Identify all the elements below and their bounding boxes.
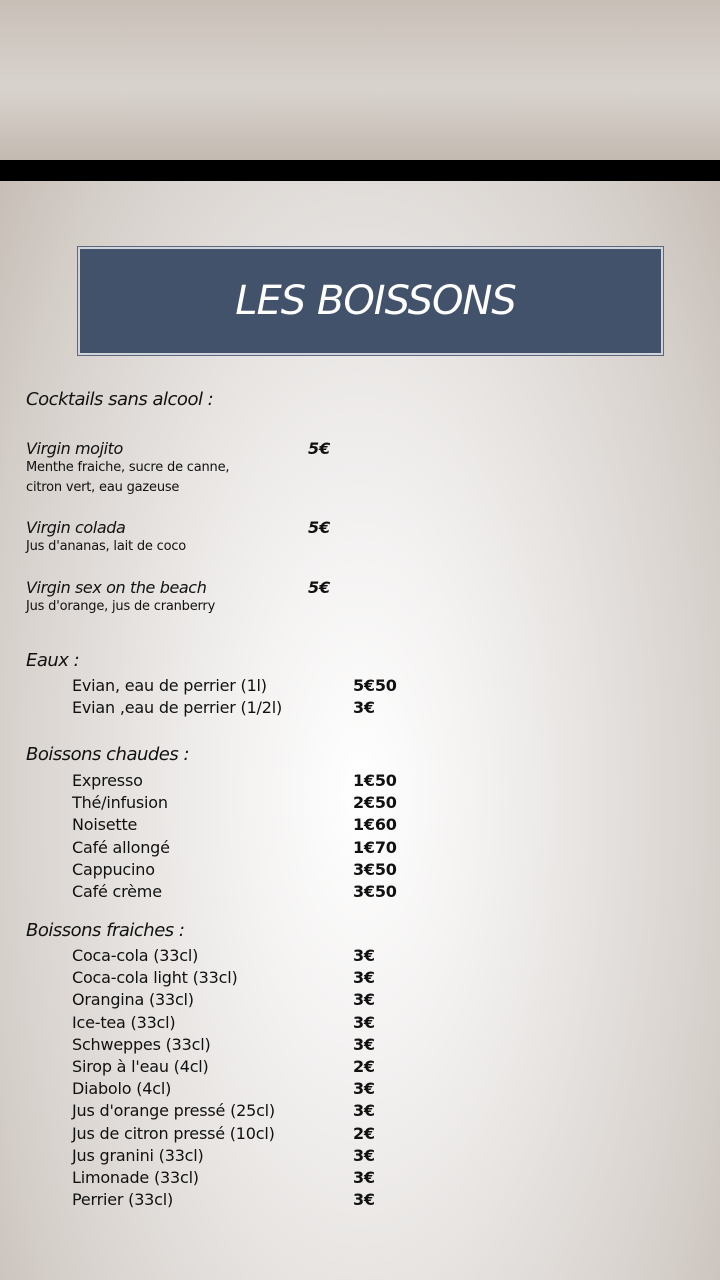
item-price: 3€: [353, 698, 375, 718]
item-name: Diabolo (4cl): [72, 1079, 172, 1099]
list-item: [72, 1167, 432, 1189]
item-description: Menthe fraiche, sucre de canne,: [26, 460, 230, 475]
item-name: Limonade (33cl): [72, 1167, 199, 1187]
menu-item-virgin-sex-on-the-beach: [26, 578, 346, 617]
item-price: 3€50: [353, 859, 397, 879]
item-name: Coca-cola (33cl): [72, 946, 199, 965]
item-price: 3€: [353, 990, 375, 1010]
list-item: [72, 792, 432, 814]
list-item: [72, 1056, 432, 1078]
list-item: [72, 1189, 432, 1211]
item-name: Cappucino: [72, 859, 155, 879]
list-item: [72, 770, 432, 792]
list-chaudes: [72, 770, 432, 903]
list-item: [72, 1034, 432, 1056]
menu-item-virgin-colada: [26, 518, 346, 557]
item-name: Coca-cola light (33cl): [72, 968, 238, 988]
top-background-band: [0, 0, 720, 160]
item-name: Café allongé: [72, 837, 170, 857]
section-heading-cocktails: Cocktails sans alcool :: [26, 389, 214, 410]
list-item: [72, 675, 432, 697]
item-name: Sirop à l'eau (4cl): [72, 1056, 209, 1076]
item-name: Virgin colada: [26, 518, 126, 537]
item-price: 3€: [353, 1012, 375, 1032]
item-description: Jus d'orange, jus de cranberry: [26, 599, 216, 614]
item-price: 3€: [353, 1167, 375, 1187]
menu-item-virgin-mojito: [26, 439, 346, 498]
item-name: Café crème: [72, 881, 162, 901]
item-price: 2€: [353, 1056, 375, 1076]
item-name: Noisette: [72, 815, 138, 835]
item-price: 3€: [353, 968, 375, 988]
list-item: [72, 1123, 432, 1145]
list-item: [72, 1145, 432, 1167]
item-price: 3€: [353, 1101, 375, 1121]
section-heading-chaudes: Boissons chaudes :: [26, 744, 190, 765]
item-name: Perrier (33cl): [72, 1190, 174, 1210]
item-name: Orangina (33cl): [72, 990, 194, 1010]
list-item: [72, 697, 432, 719]
item-price: 2€50: [353, 793, 397, 813]
list-item: [72, 837, 432, 859]
item-price: 5€: [308, 439, 331, 458]
list-item: [72, 1012, 432, 1034]
list-eaux: [72, 675, 432, 719]
list-item: [72, 989, 432, 1011]
item-price: 2€: [353, 1123, 375, 1143]
item-description: citron vert, eau gazeuse: [26, 480, 180, 495]
item-name: Thé/infusion: [72, 793, 168, 813]
item-price: 3€: [353, 946, 375, 965]
list-fraiches: [72, 945, 432, 1211]
black-divider-bar: [0, 160, 720, 181]
item-price: 1€60: [353, 815, 397, 835]
item-price: 5€: [308, 578, 331, 597]
list-item: [72, 881, 432, 903]
list-item: [72, 814, 432, 836]
item-name: Schweppes (33cl): [72, 1034, 211, 1054]
item-description: Jus d'ananas, lait de coco: [26, 539, 187, 554]
item-price: 3€: [353, 1190, 375, 1210]
item-name: Virgin sex on the beach: [26, 578, 207, 597]
item-price: 3€: [353, 1079, 375, 1099]
item-name: Virgin mojito: [26, 439, 123, 458]
section-heading-eaux: Eaux :: [26, 650, 80, 671]
item-price: 3€: [353, 1145, 375, 1165]
page-title: LES BOISSONS: [235, 278, 516, 324]
item-name: Evian ,eau de perrier (1/2l): [72, 698, 283, 718]
list-item: [72, 945, 432, 967]
item-price: 3€50: [353, 881, 397, 901]
item-price: 1€70: [353, 837, 397, 857]
item-name: Jus d'orange pressé (25cl): [72, 1101, 275, 1121]
item-name: Ice-tea (33cl): [72, 1012, 176, 1032]
item-price: 5€: [308, 518, 331, 537]
item-price: 3€: [353, 1034, 375, 1054]
item-name: Jus granini (33cl): [72, 1145, 204, 1165]
item-name: Expresso: [72, 771, 143, 790]
item-name: Evian, eau de perrier (1l): [72, 676, 267, 695]
list-item: [72, 1100, 432, 1122]
title-banner: [78, 247, 663, 355]
list-item: [72, 1078, 432, 1100]
section-heading-fraiches: Boissons fraiches :: [26, 920, 185, 941]
list-item: [72, 859, 432, 881]
list-item: [72, 967, 432, 989]
item-price: 1€50: [353, 771, 397, 790]
item-price: 5€50: [353, 676, 397, 695]
item-name: Jus de citron pressé (10cl): [72, 1123, 275, 1143]
